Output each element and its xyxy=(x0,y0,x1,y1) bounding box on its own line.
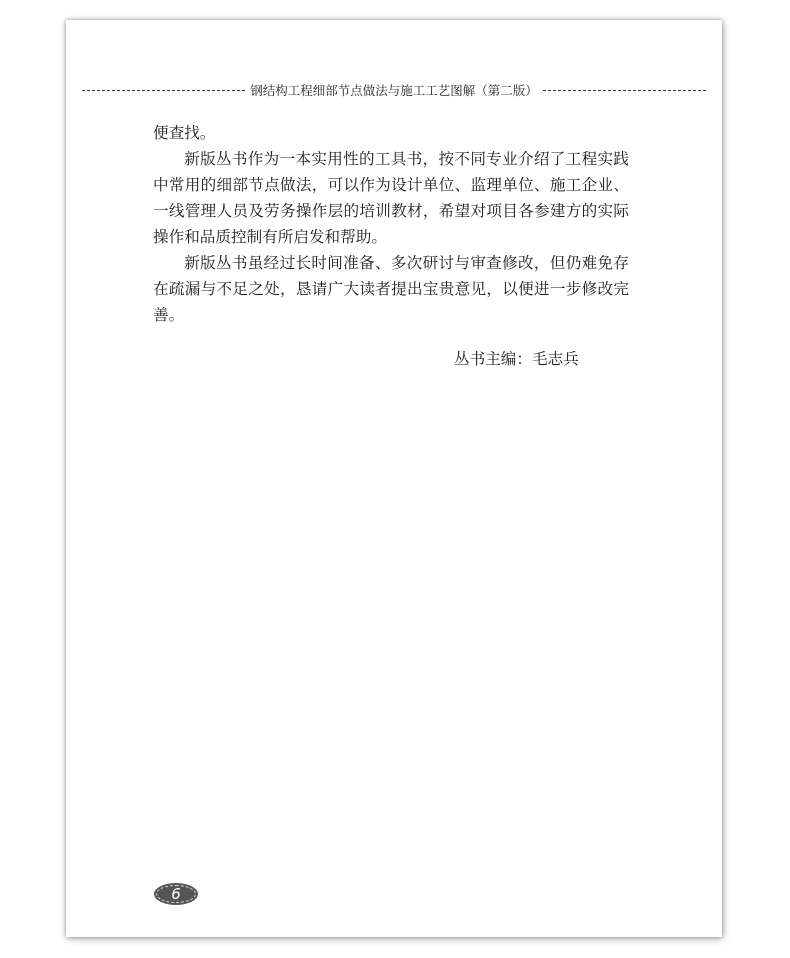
page-body xyxy=(153,120,629,328)
book-page xyxy=(66,20,722,937)
paragraph-feedback: 新版丛书虽经过长时间准备、多次研讨与审查修改，但仍难免存在疏漏与不足之处，恳请广大读者提出宝贵意见，以便进一步修改完善。 xyxy=(153,254,629,324)
page-number: 6 xyxy=(171,885,181,903)
running-title: 钢结构工程细部节点做法与施工工艺图解（第二版） xyxy=(250,83,538,98)
header-dash-right xyxy=(543,90,706,91)
header-dash-left xyxy=(82,90,245,91)
paragraph-continuation: 便查找。 xyxy=(153,124,216,142)
editor-signature: 丛书主编：毛志兵 xyxy=(454,350,579,368)
running-header xyxy=(82,80,706,100)
paragraph-purpose: 新版丛书作为一本实用性的工具书，按不同专业介绍了工程实践中常用的细部节点做法，可以作为设计单位、监理单位、施工企业、一线管理人员及劳务操作层的培训教材，希望对项目各参建方的实际操作和品质控制有所启发和帮助。 xyxy=(153,150,629,246)
page-number-badge xyxy=(154,883,198,905)
